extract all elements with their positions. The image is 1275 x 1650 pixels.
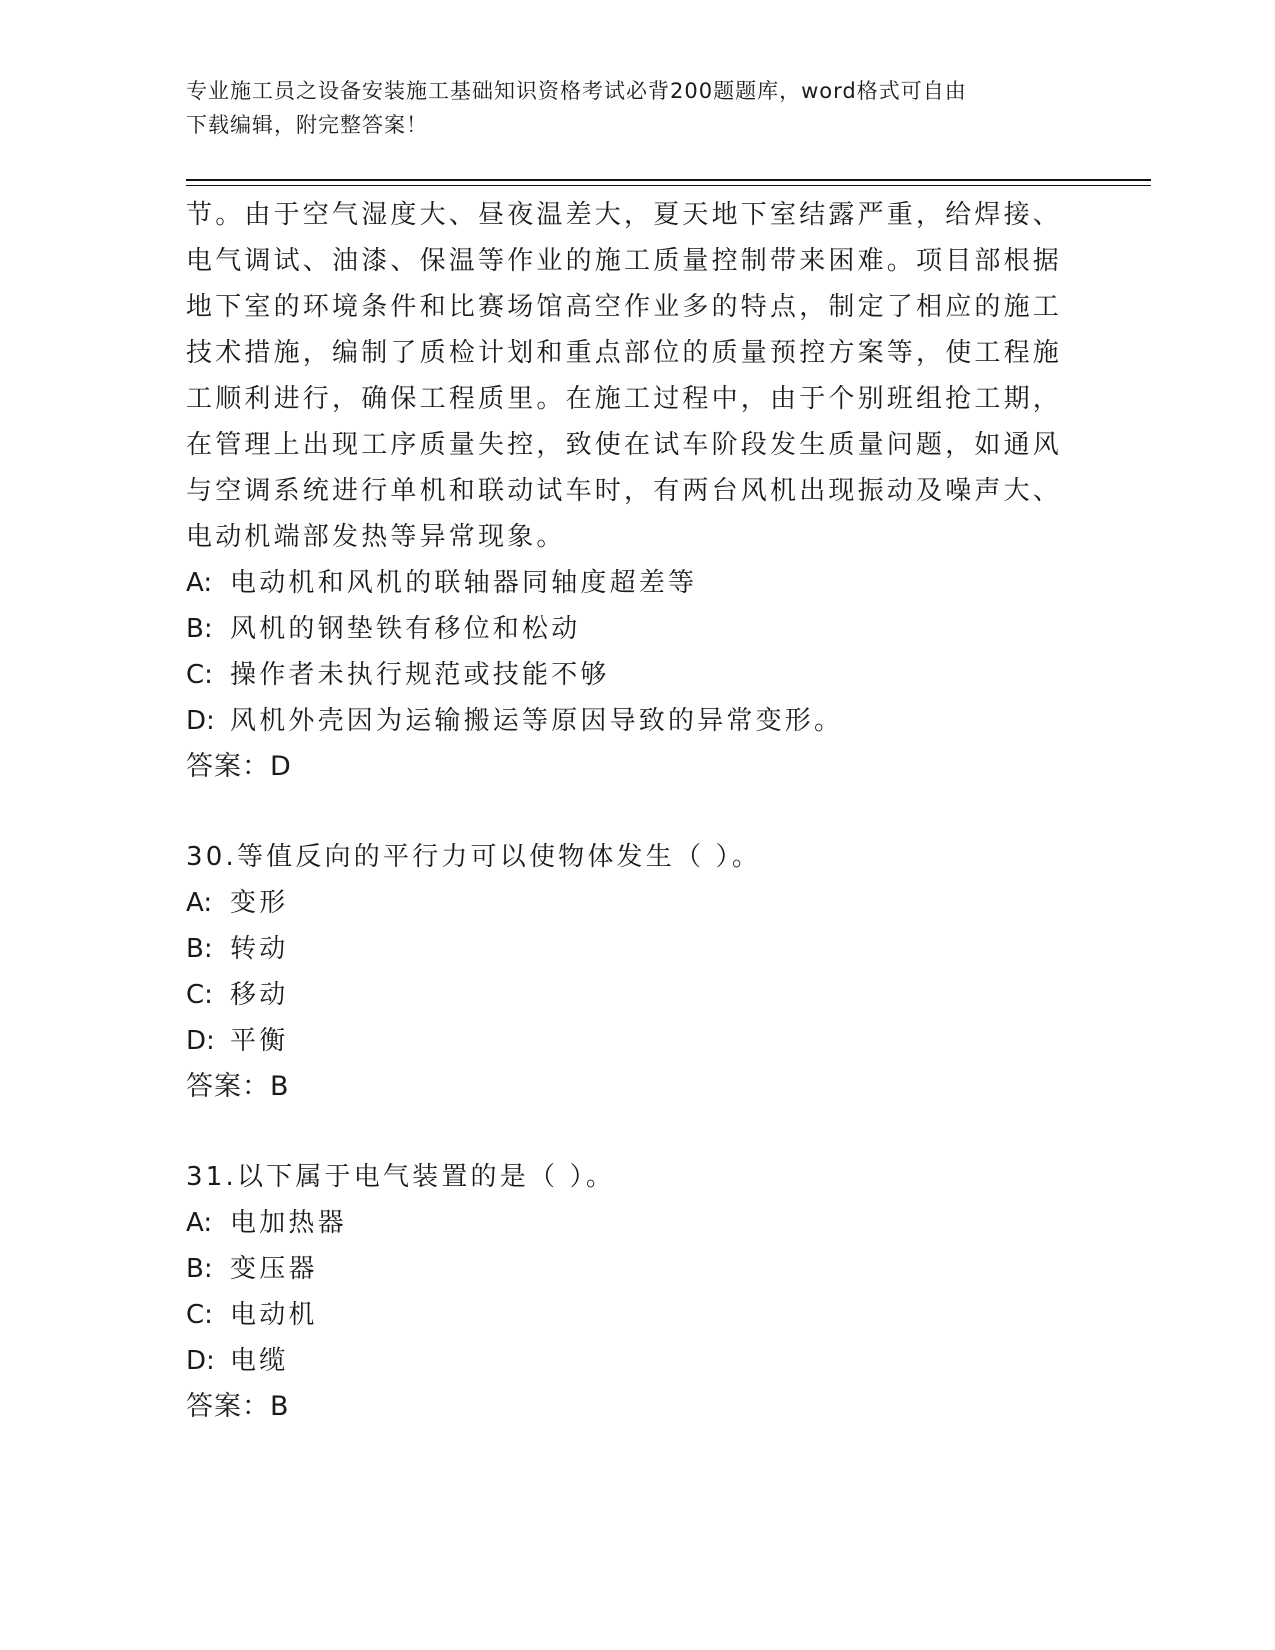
option-text: 风机的钢垫铁有移位和松动: [230, 614, 581, 644]
option-text: 操作者未执行规范或技能不够: [230, 660, 610, 690]
passage-line: 电动机端部发热等异常现象。: [186, 522, 566, 552]
option-c: [186, 652, 1086, 698]
question-text: 31.以下属于电气装置的是（ ）。: [186, 1162, 616, 1192]
option-a: [186, 560, 1086, 606]
option-label: D:: [186, 1026, 215, 1056]
option-label: C:: [186, 1300, 213, 1330]
document-body: [186, 192, 1086, 1430]
option-label: B:: [186, 1254, 213, 1284]
option-label: A:: [186, 1208, 213, 1238]
option-text: 变压器: [230, 1254, 318, 1284]
header-divider-thin: [186, 185, 1151, 186]
spacer: [186, 1110, 1086, 1154]
header-divider-thick: [186, 179, 1151, 181]
option-label: A:: [186, 888, 213, 918]
option-text: 转动: [230, 934, 289, 964]
option-a: [186, 1200, 1086, 1246]
header-line-1: 专业施工员之设备安装施工基础知识资格考试必背200题题库，word格式可自由: [186, 79, 967, 103]
option-label: A:: [186, 568, 213, 598]
option-text: 电动机: [230, 1300, 318, 1330]
option-label: C:: [186, 980, 213, 1010]
passage-line: 电气调试、油漆、保温等作业的施工质量控制带来困难。项目部根据: [186, 246, 1063, 276]
passage-line: 节。由于空气湿度大、昼夜温差大，夏天地下室结露严重，给焊接、: [186, 200, 1063, 230]
passage-line: 地下室的环境条件和比赛场馆高空作业多的特点，制定了相应的施工: [186, 292, 1063, 322]
option-label: D:: [186, 1346, 215, 1376]
option-text: 电加热器: [230, 1208, 347, 1238]
option-d: [186, 1338, 1086, 1384]
answer-line: 答案：B: [186, 1071, 290, 1102]
passage-line: 技术措施，编制了质检计划和重点部位的质量预控方案等，使工程施: [186, 338, 1063, 368]
option-b: [186, 926, 1086, 972]
document-header: [186, 74, 1076, 142]
option-d: [186, 1018, 1086, 1064]
option-c: [186, 972, 1086, 1018]
question-30-block: [186, 834, 1086, 1110]
option-text: 电动机和风机的联轴器同轴度超差等: [230, 568, 698, 598]
answer-line: 答案：D: [186, 751, 292, 782]
option-c: [186, 1292, 1086, 1338]
question-29-block: [186, 192, 1086, 790]
option-d: [186, 698, 1086, 744]
option-a: [186, 880, 1086, 926]
question-31-block: [186, 1154, 1086, 1430]
option-text: 移动: [230, 980, 289, 1010]
option-label: C:: [186, 660, 213, 690]
passage-line: 在管理上出现工序质量失控，致使在试车阶段发生质量问题，如通风: [186, 430, 1063, 460]
option-text: 电缆: [230, 1346, 289, 1376]
option-b: [186, 606, 1086, 652]
header-line-2: 下载编辑，附完整答案！: [186, 113, 428, 137]
option-label: B:: [186, 614, 213, 644]
passage-line: 与空调系统进行单机和联动试车时，有两台风机出现振动及噪声大、: [186, 476, 1063, 506]
spacer: [186, 790, 1086, 834]
option-b: [186, 1246, 1086, 1292]
option-text: 变形: [230, 888, 289, 918]
option-text: 风机外壳因为运输搬运等原因导致的异常变形。: [230, 706, 844, 736]
option-text: 平衡: [230, 1026, 289, 1056]
option-label: D:: [186, 706, 215, 736]
option-label: B:: [186, 934, 213, 964]
answer-line: 答案：B: [186, 1391, 290, 1422]
question-text: 30.等值反向的平行力可以使物体发生（ ）。: [186, 842, 762, 872]
passage-line: 工顺利进行，确保工程质里。在施工过程中，由于个别班组抢工期，: [186, 384, 1063, 414]
